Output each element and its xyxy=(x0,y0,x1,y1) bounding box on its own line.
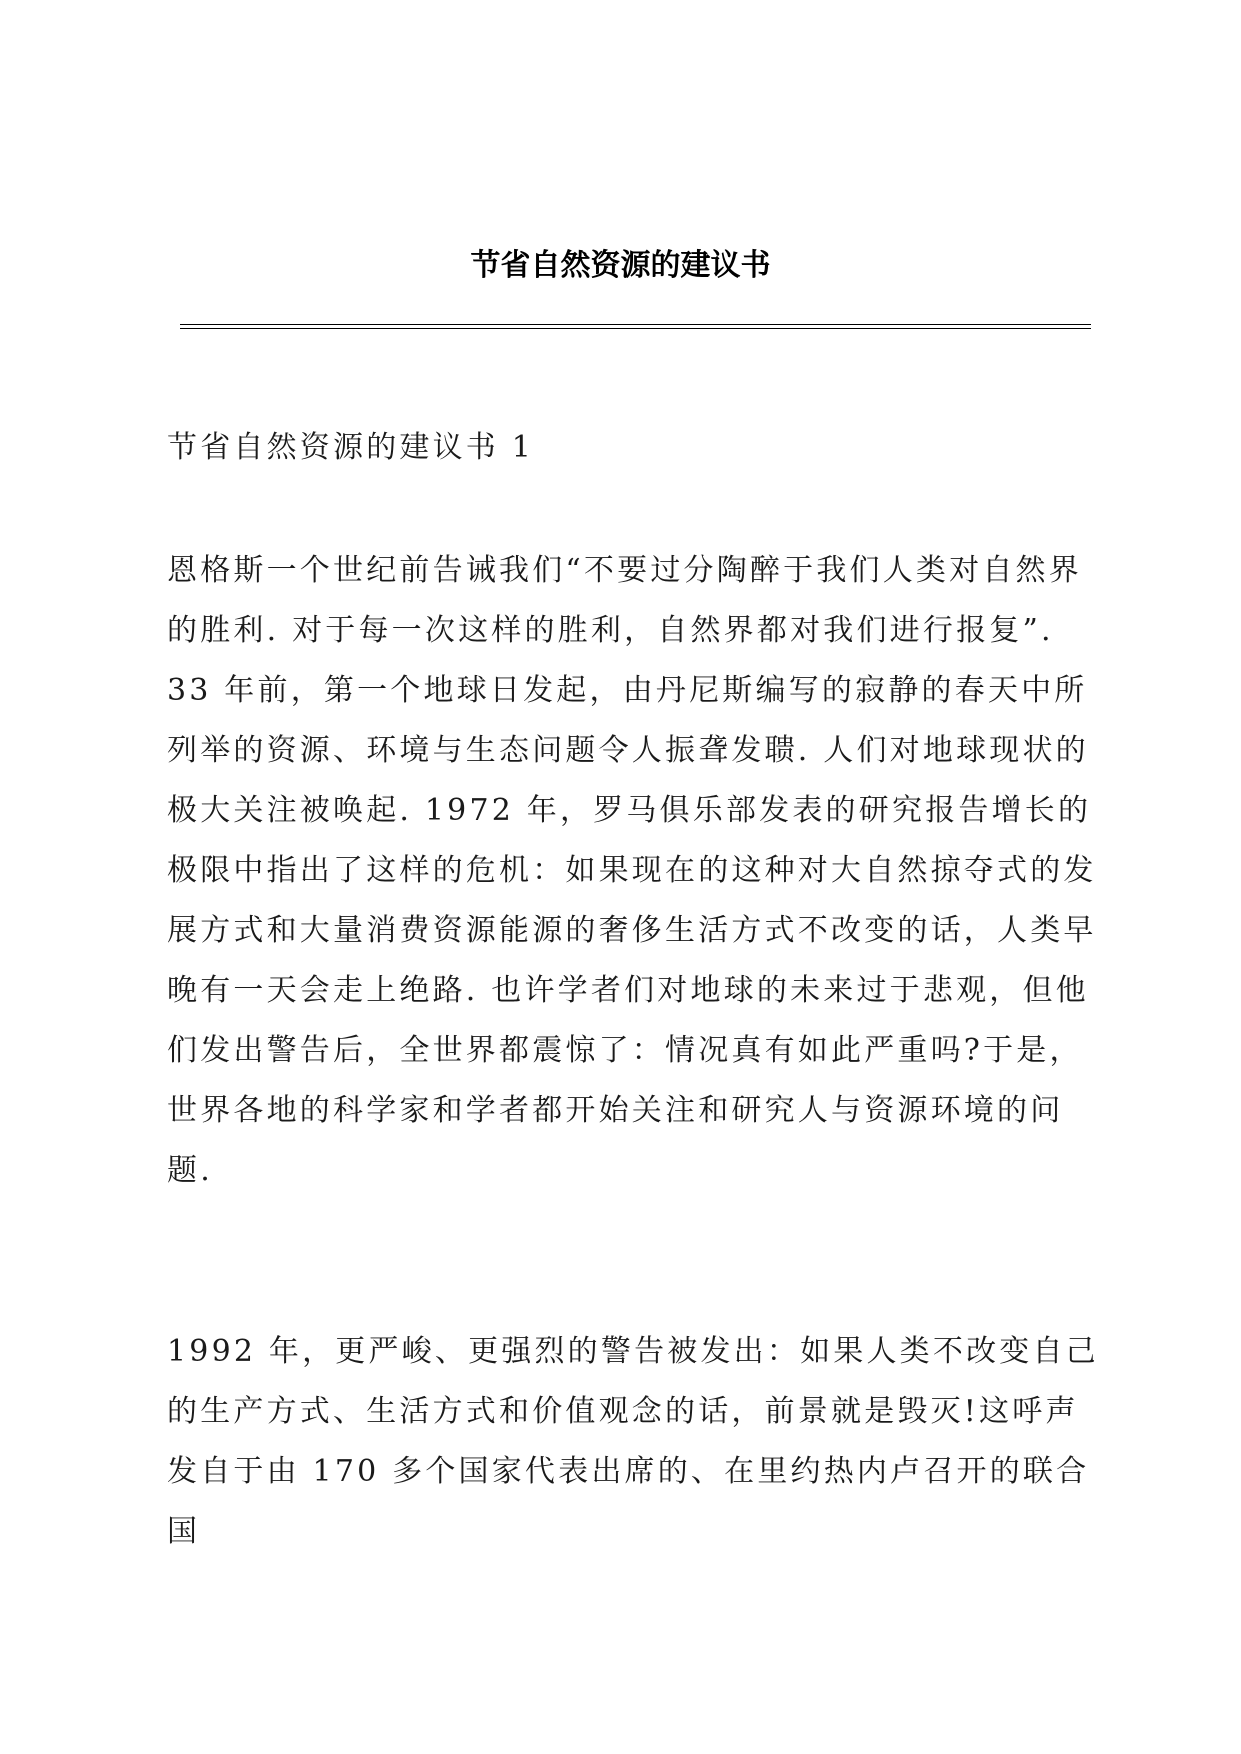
title-double-rule xyxy=(180,324,1091,329)
paragraph-1: 恩格斯一个世纪前告诫我们“不要过分陶醉于我们人类对自然界的胜利. 对于每一次这样的胜利，自然界都对我们进行报复”. 33 年前，第一个地球日发起，由丹尼斯编写的寂静的春天中所列举的资源、环境与生态问题令人振聋发聩. 人们对地球现状的极大关注被唤起. 1972 年，罗马俱乐部发表的研究报告增长的极限中指出了这样的危机：如果现在的这种对大自然掠夺式的发展方式和大量消费资源能源的奢侈生活方式不改变的话，人类早晚有一天会走上绝路. 也许学者们对地球的未来过于悲观，但他们发出警告后，全世界都震惊了：情况真有如此严重吗?于是，世界各地的科学家和学者都开始关注和研究人与资源环境的问题. xyxy=(167,553,1097,1188)
document-title: 节省自然资源的建议书 xyxy=(470,248,771,283)
section-heading: 节省自然资源的建议书 1 xyxy=(167,430,535,465)
paragraph-2: 1992 年，更严峻、更强烈的警告被发出：如果人类不改变自己的生产方式、生活方式和价值观念的话，前景就是毁灭!这呼声发自于由 170 多个国家代表出席的、在里约热内卢召开的联合国 xyxy=(167,1334,1099,1549)
